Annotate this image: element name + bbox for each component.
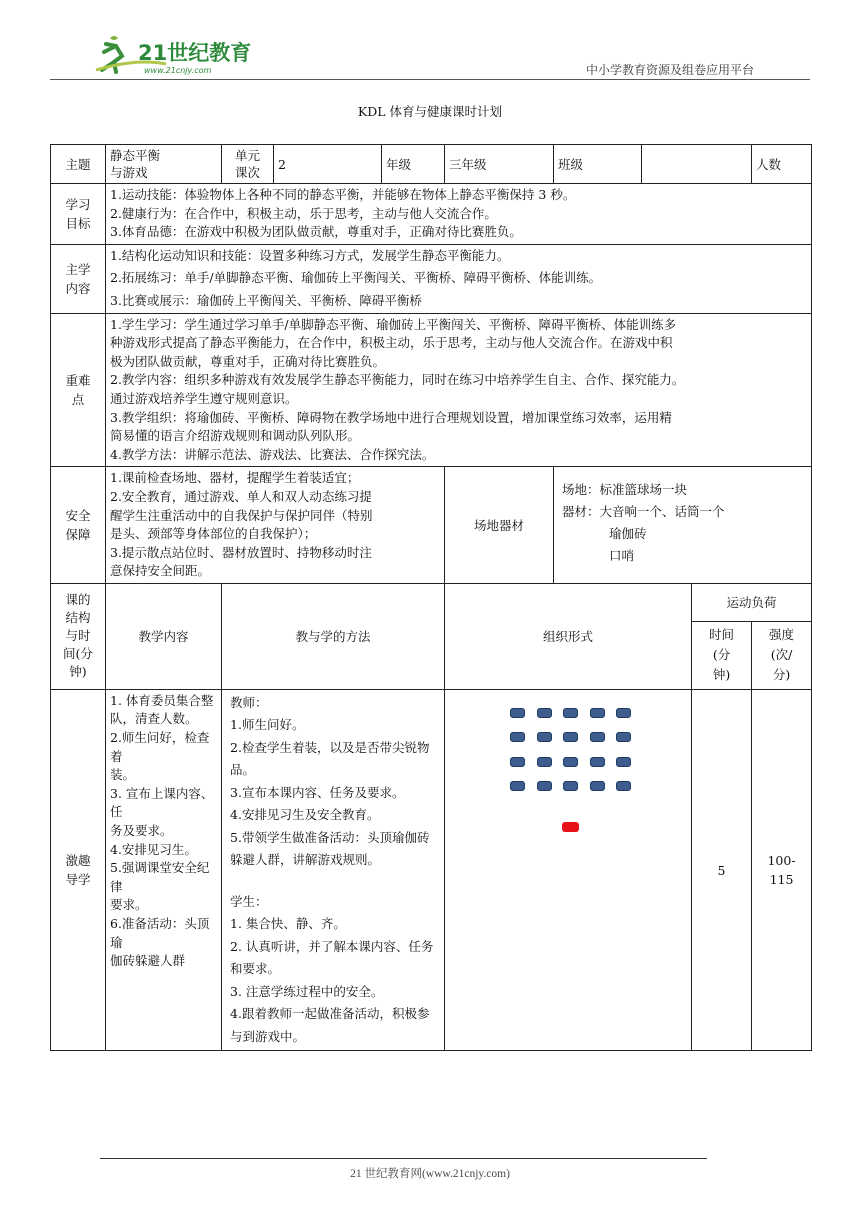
teacher-line: 4.安排见习生及安全教育。 (230, 807, 380, 823)
intro-content-line: 要求。 (110, 897, 148, 913)
intro-content-line: 4.安排见习生。 (110, 841, 197, 857)
intro-content-line: 6.准备活动：头顶瑜 (110, 916, 210, 950)
safety-line: 醒学生注重活动中的自我保护与保护同伴（特别 (110, 507, 373, 523)
content-line: 1.结构化运动知识和技能：设置多种练习方式，发展学生静态平衡能力。 (110, 247, 510, 263)
key-point-line: 1.学生学习：学生通过学习单手/单脚静态平衡、瑜伽砖上平衡闯关、平衡桥、障碍平衡桥、体能训练多 (110, 316, 677, 332)
structure-label: 课的 结构 与时 间(分 钟) (51, 583, 106, 689)
platform-tagline: 中小学教育资源及组卷应用平台 (585, 63, 754, 77)
key-point-line: 通过游戏培养学生遵守规则意识。 (110, 390, 298, 406)
student-line: 与到游戏中。 (230, 1028, 306, 1044)
key-point-line: 简易懂的语言介绍游戏规则和调动队列队形。 (110, 428, 361, 444)
intro-content-line: 队，清查人数。 (110, 711, 198, 727)
load-column-header: 运动负荷 (692, 583, 812, 621)
student-marker (510, 757, 525, 767)
goals-cell (106, 184, 812, 245)
formation-diagram (493, 708, 643, 858)
teacher-line: 1.师生问好。 (230, 717, 305, 733)
student-marker (563, 757, 578, 767)
student-marker (537, 757, 552, 767)
content-row (51, 244, 812, 313)
teacher-marker (562, 822, 579, 832)
safety-line: 3.提示散点站位时、器材放置时、持物移动时注 (110, 544, 372, 560)
intro-content-line: 5.强调课堂安全纪律 (110, 860, 210, 894)
equipment-line: 口哨 (609, 548, 635, 564)
equipment-line: 瑜伽砖 (609, 526, 647, 542)
safety-line: 1.课前检查场地、器材，提醒学生着装适宜； (110, 470, 360, 486)
structure-header-row (51, 583, 812, 621)
logo-text: 21世纪教育 (138, 41, 252, 65)
student-line: 4.跟着教师一起做准备活动，积极参 (230, 1006, 430, 1022)
student-line: 和要求。 (230, 961, 281, 977)
student-line: 2. 认真听讲，并了解本课内容、任务 (230, 938, 434, 954)
topic-label: 主题 (51, 145, 106, 184)
teacher-title: 教师： (230, 694, 268, 710)
student-marker (590, 757, 605, 767)
goal-line: 1.运动技能：体验物体上各种不同的静态平衡，并能够在物体上静态平衡保持 3 秒。 (110, 187, 576, 202)
equipment-line: 场地：标准篮球场一块 (562, 482, 688, 498)
goal-line: 3.体育品德：在游戏中积极为团队做贡献，尊重对手，正确对待比赛胜负。 (110, 224, 522, 240)
student-marker (510, 732, 525, 742)
document-title: KDL 体育与健康课时计划 (357, 104, 503, 119)
intro-method-cell (222, 689, 445, 1051)
topic-row (51, 145, 812, 184)
organization-column-header: 组织形式 (445, 583, 692, 689)
intro-content-line: 3. 宣布上课内容、任 (110, 785, 214, 820)
safety-cell (106, 467, 445, 584)
student-marker (616, 757, 631, 767)
student-marker (563, 708, 578, 718)
intro-content-line: 1. 体育委员集合整 (110, 692, 214, 708)
student-marker (616, 732, 631, 742)
content-cell (106, 244, 812, 313)
class-value (642, 145, 752, 184)
goals-row (51, 184, 812, 245)
student-line: 1. 集合快、静、齐。 (230, 916, 346, 932)
lesson-plan-table (50, 144, 812, 1051)
key-point-line: 3.教学组织：将瑜伽砖、平衡桥、障碍物在教学场地中进行合理规划设置，增加课堂练习效率，运用精 (110, 409, 672, 425)
intro-content-line: 2.师生问好，检查着 (110, 730, 210, 764)
method-column-header: 教与学的方法 (222, 583, 445, 689)
content-line: 2.拓展练习：单手/单脚静态平衡、瑜伽砖上平衡闯关、平衡桥、障碍平衡桥、体能训练。 (110, 270, 602, 286)
intro-content-line: 伽砖躲避人群 (110, 953, 186, 969)
equipment-label: 场地器材 (445, 467, 554, 584)
safety-row (51, 467, 812, 584)
safety-label: 安全 保障 (51, 467, 106, 584)
key-points-label: 重难 点 (51, 313, 106, 467)
intro-intensity-value: 100- 115 (752, 689, 812, 1051)
intro-time-value: 5 (692, 689, 752, 1051)
key-point-line: 2.教学内容：组织多种游戏有效发展学生静态平衡能力，同时在练习中培养学生自主、合作、探究能力。 (110, 372, 685, 388)
goal-line: 2.健康行为：在合作中，积极主动，乐于思考，主动与他人交流合作。 (110, 205, 497, 221)
student-marker (616, 781, 631, 791)
intro-section-label: 激趣 导学 (51, 689, 106, 1051)
key-points-row (51, 313, 812, 467)
class-label: 班级 (554, 145, 642, 184)
safety-line: 意保持安全间距。 (110, 563, 211, 579)
teacher-line: 3.宣布本课内容、任务及要求。 (230, 784, 405, 800)
student-marker (590, 781, 605, 791)
student-marker (616, 708, 631, 718)
student-marker (590, 708, 605, 718)
intro-section-row (51, 689, 812, 1051)
student-marker (590, 732, 605, 742)
intro-content-cell (106, 689, 222, 1051)
student-marker (537, 708, 552, 718)
safety-line: 2.安全教育，通过游戏、单人和双人动态练习提 (110, 488, 372, 504)
content-column-header: 教学内容 (106, 583, 222, 689)
content-line: 3.比赛或展示：瑜伽砖上平衡闯关、平衡桥、障碍平衡桥 (110, 292, 422, 308)
spacer (230, 872, 440, 891)
student-line: 3. 注意学练过程中的安全。 (230, 983, 384, 999)
intensity-column-header: 强度 (次/ 分) (752, 621, 812, 689)
key-point-line: 4.教学方法：讲解示范法、游戏法、比赛法、合作探究法。 (110, 446, 435, 462)
intro-organization-cell (445, 689, 692, 1051)
header-divider (50, 79, 810, 80)
safety-line: 是头、颈部等身体部位的自我保护）； (110, 526, 317, 542)
teacher-line: 2.检查学生着装，以及是否带尖锐物 (230, 739, 430, 755)
teacher-line: 躲避人群，讲解游戏规则。 (230, 852, 381, 868)
student-marker (537, 732, 552, 742)
content-label: 主学 内容 (51, 244, 106, 313)
student-title: 学生： (230, 893, 268, 909)
logo-url-text: www.21cnjy.com (144, 66, 212, 75)
key-point-line: 种游戏形式提高了静态平衡能力，在合作中，积极主动，乐于思考，主动与他人交流合作。在游戏中积 (110, 335, 673, 351)
intro-content-line: 务及要求。 (110, 823, 173, 839)
grade-value: 三年级 (445, 145, 554, 184)
count-label: 人数 (752, 145, 812, 184)
topic-value: 静态平衡 与游戏 (106, 145, 222, 184)
key-points-cell (106, 313, 812, 467)
student-marker (563, 781, 578, 791)
unit-value: 2 (274, 145, 382, 184)
teacher-line: 品。 (230, 762, 256, 778)
site-logo (92, 32, 267, 78)
time-column-header: 时间 (分 钟) (692, 621, 752, 689)
grade-label: 年级 (382, 145, 445, 184)
goals-label: 学习 目标 (51, 184, 106, 245)
equipment-cell (554, 467, 812, 584)
student-marker (510, 781, 525, 791)
student-marker (563, 732, 578, 742)
runner-logo-icon (92, 32, 267, 78)
intro-content-line: 装。 (110, 767, 136, 783)
student-marker (510, 708, 525, 718)
teacher-line: 5.带领学生做准备活动：头顶瑜伽砖 (230, 829, 430, 845)
student-marker (537, 781, 552, 791)
equipment-line: 器材：大音响一个、话筒一个 (562, 504, 725, 520)
unit-label: 单元 课次 (222, 145, 274, 184)
footer-text: 21 世纪教育网(www.21cnjy.com) (350, 1168, 510, 1180)
footer-divider (100, 1158, 707, 1159)
key-point-line: 极为团队做贡献，尊重对手，正确对待比赛胜负。 (110, 353, 386, 369)
